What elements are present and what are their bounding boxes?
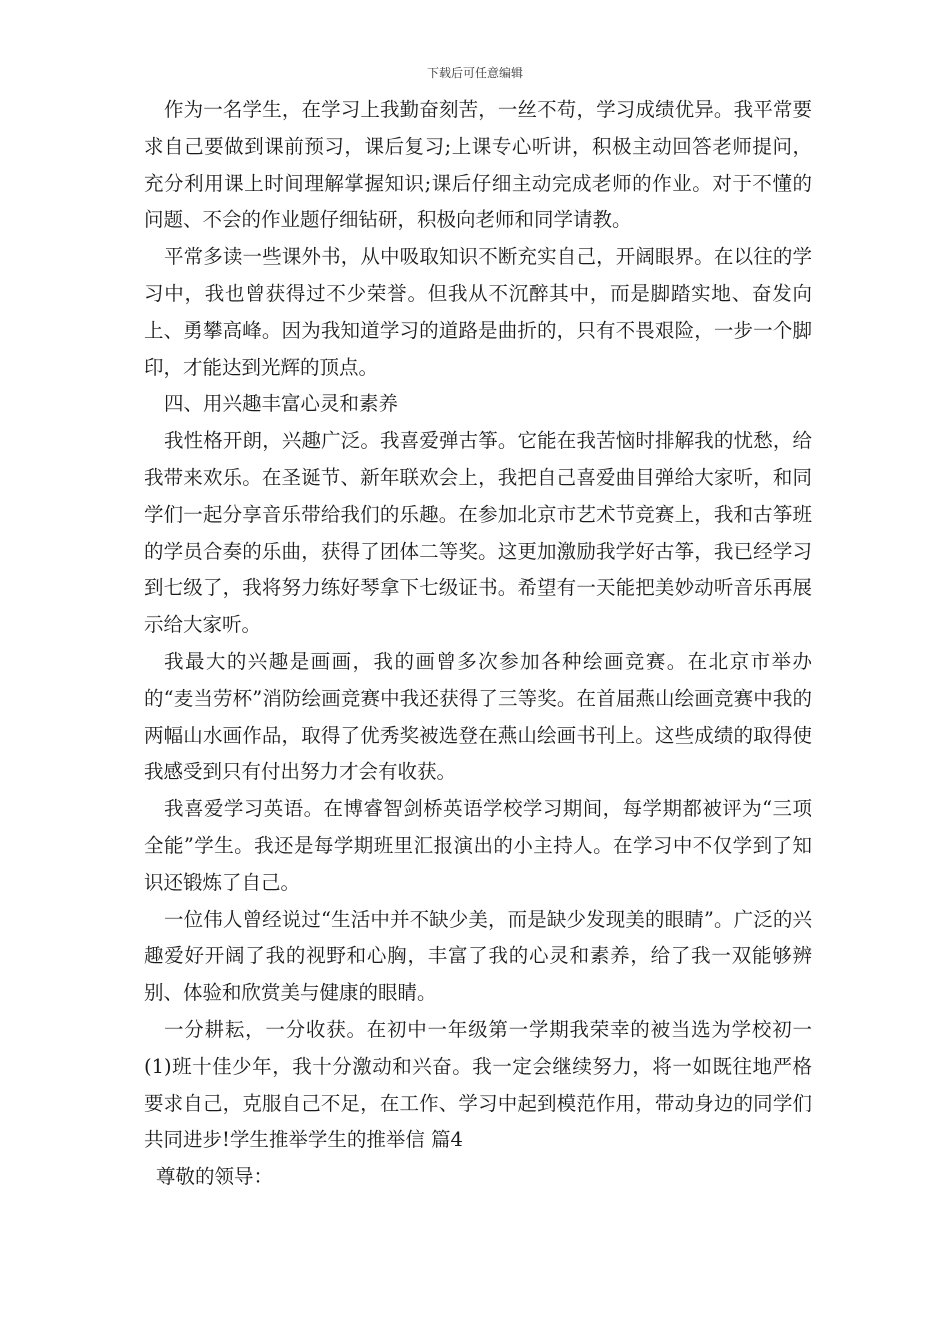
paragraph-guzheng: 我性格开朗，兴趣广泛。我喜爱弹古筝。它能在我苦恼时排解我的忧愁，给我带来欢乐。在圣诞节、新年联欢会上，我把自己喜爱曲目弹给大家听，和同学们一起分享音乐带给我们的乐趣。在参加北京市艺术节竞赛上，我和古筝班的学员合奏的乐曲，获得了团体二等奖。这更加激励我学好古筝，我已经学习到七级了，我将努力练好琴拿下七级证书。希望有一天能把美妙动听音乐再展示给大家听。 bbox=[144, 429, 812, 637]
paragraph-painting: 我最大的兴趣是画画，我的画曾多次参加各种绘画竞赛。在北京市举办的“麦当劳杯”消防绘画竞赛中我还获得了三等奖。在首届燕山绘画竞赛中我的两幅山水画作品，取得了优秀奖被选登在燕山绘画书刊上。这些成绩的取得使我感受到只有付出努力才会有收获。 bbox=[144, 649, 812, 784]
document-body bbox=[144, 92, 812, 1196]
paragraph-english: 我喜爱学习英语。在博睿智剑桥英语学校学习期间，每学期都被评为“三项全能”学生。我还是每学期班里汇报演出的小主持人。在学习中不仅学到了知识还锻炼了自己。 bbox=[144, 797, 812, 894]
paragraph-study: 作为一名学生，在学习上我勤奋刻苦，一丝不苟，学习成绩优异。我平常要求自己要做到课前预习，课后复习;上课专心听讲，积极主动回答老师提问，充分利用课上时间理解掌握知识;课后仔细主动完成老师的作业。对于不懂的问题、不会的作业题仔细钻研，积极向老师和同学请教。 bbox=[144, 98, 812, 232]
paragraph-reading: 平常多读一些课外书，从中吸取知识不断充实自己，开阔眼界。在以往的学习中，我也曾获得过不少荣誉。但我从不沉醉其中，而是脚踏实地、奋发向上、勇攀高峰。因为我知道学习的道路是曲折的，只有不畏艰险，一步一个脚印，才能达到光辉的顶点。 bbox=[144, 245, 812, 379]
salutation: 尊敬的领导： bbox=[156, 1165, 274, 1189]
page-header: 下载后可任意编辑 bbox=[426, 66, 523, 80]
paragraph-beauty-quote: 一位伟人曾经说过“生活中并不缺少美，而是缺少发现美的眼睛”。广泛的兴趣爱好开阔了我的视野和心胸，丰富了我的心灵和素养，给了我一双能够辨别、体验和欣赏美与健康的眼睛。 bbox=[144, 907, 812, 1005]
section-heading: 四、用兴趣丰富心灵和素养 bbox=[164, 392, 399, 416]
paragraph-conclusion: 一分耕耘，一分收获。在初中一年级第一学期我荣幸的被当选为学校初一(1)班十佳少年，我十分激动和兴奋。我一定会继续努力，将一如既往地严格要求自己，克服自己不足，在工作、学习中起到模范作用，带动身边的同学们共同进步!学生推举学生的推举信 篇4 bbox=[144, 1017, 812, 1152]
